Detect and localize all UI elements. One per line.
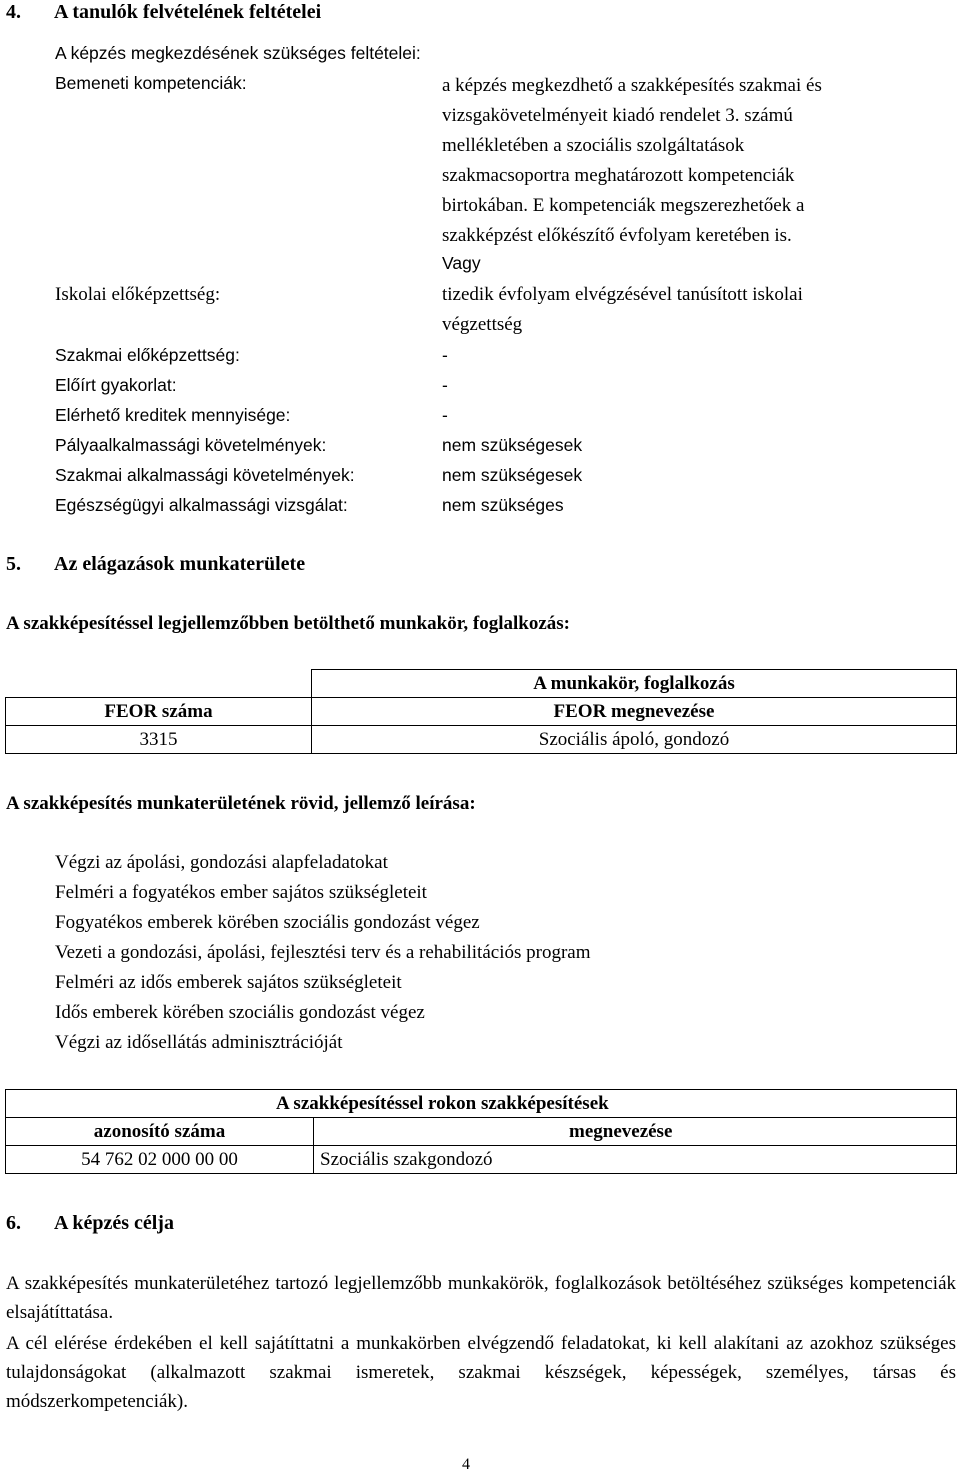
section-6-heading — [6, 1211, 174, 1235]
feor-name-cell: Szociális ápoló, gondozó — [312, 726, 957, 754]
training-goal-paragraph-2: A cél elérése érdekében el kell sajátíttatni a munkakörben elvégzendő feladatokat, ki kell alakítani az azokhoz szükséges tulajdonságokat (alkalmazott szakmai ismeretek, szakmai készségek, képességek, személyes, társas és módszerkompetenciák). — [6, 1333, 956, 1412]
table-row — [6, 1146, 957, 1174]
school-prerequisite-value — [442, 280, 942, 340]
training-goal-paragraph-1: A szakképesítés munkaterületéhez tartozó legjellemzőbb munkakörök, foglalkozások betöltéséhez szükséges kompetenciák elsajátíttatása. — [6, 1273, 956, 1323]
list-item: Idős emberek körében szociális gondozást végez — [55, 1002, 425, 1023]
section-5-heading — [6, 552, 305, 576]
list-item: Végzi az ápolási, gondozási alapfeladatokat — [55, 852, 388, 873]
input-competencies-line: szakmacsoportra meghatározott kompetenciák — [442, 165, 795, 186]
work-area-description-title: A szakképesítés munkaterületének rövid, jellemző leírása: — [6, 793, 476, 814]
requirement-label: Szakmai előképzettség: — [55, 345, 240, 365]
requirement-value: - — [442, 345, 448, 365]
work-area-list — [55, 848, 935, 1058]
school-prerequisite-label: Iskolai előképzettség: — [55, 284, 221, 305]
section-4-heading — [6, 0, 321, 24]
input-competencies-value — [442, 71, 942, 251]
section-4-number: 4. — [6, 1, 21, 23]
school-prerequisite-line: végzettség — [442, 314, 523, 335]
requirement-value: nem szükségesek — [442, 435, 583, 455]
requirement-label: Előírt gyakorlat: — [55, 375, 177, 395]
requirement-value: nem szükségesek — [442, 465, 583, 485]
input-competencies-line: szakképzést előkészítő évfolyam keretében is. — [442, 225, 792, 246]
occupation-table — [5, 669, 957, 754]
page-number: 4 — [462, 1456, 470, 1473]
list-item: Vezeti a gondozási, ápolási, fejlesztési terv és a rehabilitációs program — [55, 942, 591, 963]
requirement-label: Szakmai alkalmassági követelmények: — [55, 465, 355, 485]
input-competencies-label: Bemeneti kompetenciák: — [55, 73, 247, 93]
requirement-label: Egészségügyi alkalmassági vizsgálat: — [55, 495, 348, 515]
school-prerequisite-line: tizedik évfolyam elvégzésével tanúsított iskolai — [442, 284, 803, 305]
table-row — [6, 726, 957, 754]
section-4-title: A tanulók felvételének feltételei — [54, 1, 322, 23]
qualification-id-header: azonosító száma — [6, 1118, 314, 1146]
related-qualifications-table — [5, 1089, 957, 1174]
requirement-label: Elérhető kreditek mennyisége: — [55, 405, 291, 425]
list-item: Felméri a fogyatékos ember sajátos szükségleteit — [55, 882, 427, 903]
admission-intro: A képzés megkezdésének szükséges feltételei: — [55, 43, 421, 63]
section-6-number: 6. — [6, 1212, 21, 1234]
input-competencies-line: a képzés megkezdhető a szakképesítés szakmai és — [442, 75, 822, 96]
occupation-table-header: A munkakör, foglalkozás — [312, 670, 957, 698]
requirement-value: - — [442, 405, 448, 425]
section-6-title: A képzés célja — [54, 1212, 174, 1234]
qualification-id-cell: 54 762 02 000 00 00 — [6, 1146, 314, 1174]
input-competencies-line: birtokában. E kompetenciák megszerezhetőek a — [442, 195, 805, 216]
requirement-label: Pályaalkalmassági követelmények: — [55, 435, 327, 455]
list-item: Fogyatékos emberek körében szociális gondozást végez — [55, 912, 480, 933]
or-word: Vagy — [442, 253, 481, 273]
related-qualifications-header: A szakképesítéssel rokon szakképesítések — [6, 1090, 957, 1118]
feor-number-header: FEOR száma — [6, 698, 312, 726]
qualification-name-cell: Szociális szakgondozó — [314, 1146, 957, 1174]
qualification-name-header: megnevezése — [314, 1118, 957, 1146]
input-competencies-line: mellékletében a szociális szolgáltatások — [442, 135, 745, 156]
feor-name-header: FEOR megnevezése — [312, 698, 957, 726]
requirement-value: - — [442, 375, 448, 395]
section-5-title: Az elágazások munkaterülete — [54, 553, 306, 575]
list-item: Végzi az idősellátás adminisztrációját — [55, 1032, 343, 1053]
occupation-subtitle: A szakképesítéssel legjellemzőbben betölthető munkakör, foglalkozás: — [6, 613, 571, 634]
list-item: Felméri az idős emberek sajátos szükségleteit — [55, 972, 402, 993]
input-competencies-line: vizsgakövetelményeit kiadó rendelet 3. számú — [442, 105, 793, 126]
section-5-number: 5. — [6, 553, 21, 575]
feor-number-cell: 3315 — [6, 726, 312, 754]
requirement-value: nem szükséges — [442, 495, 564, 515]
